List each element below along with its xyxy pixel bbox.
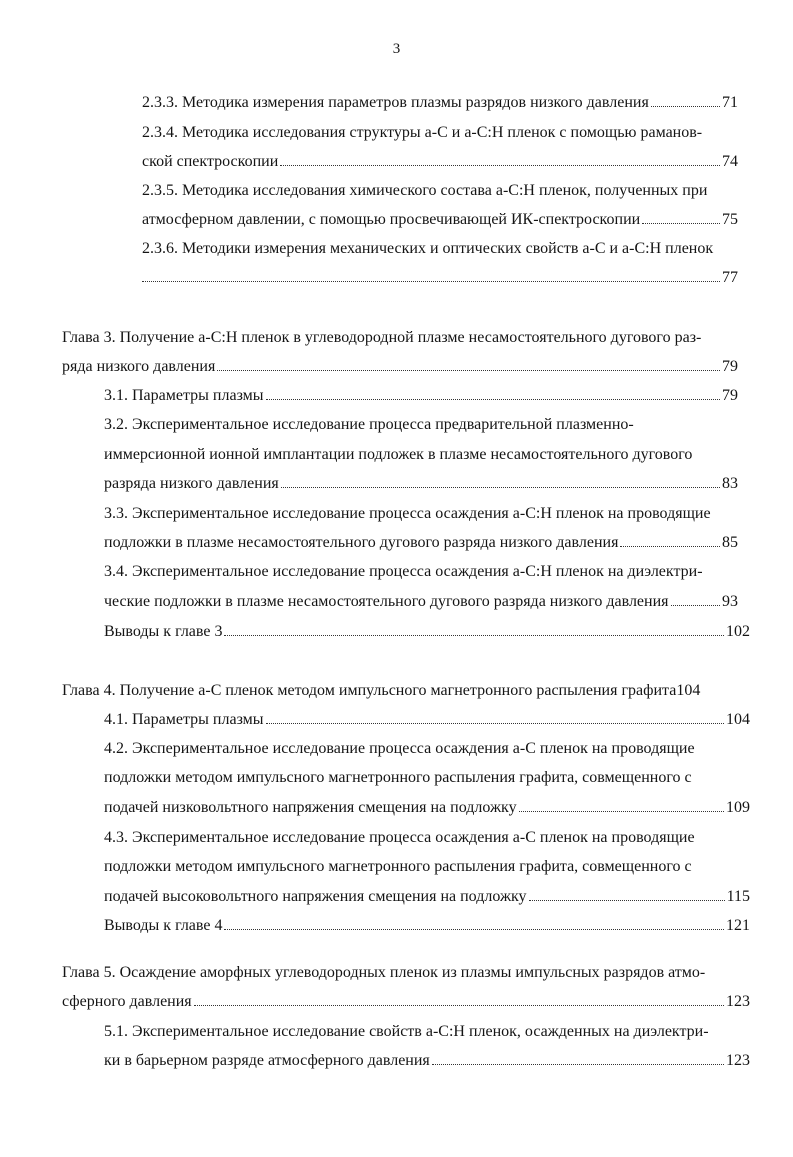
toc-entry-title: Выводы к главе 3	[104, 623, 223, 640]
toc-leader-dots	[651, 106, 720, 107]
toc-entry-page: 71	[722, 94, 738, 111]
toc-entry-3-4-line2[interactable]	[104, 592, 738, 612]
toc-entry-title: ческие подложки в плазме несамостоятельного дугового разряда низкого давления	[104, 593, 669, 610]
toc-entry-3-2-line2[interactable]	[104, 445, 738, 465]
toc-entry-5-1-line1[interactable]	[104, 1022, 750, 1042]
toc-chapter-4[interactable]	[62, 681, 750, 701]
toc-entry-3-2-line3[interactable]	[104, 474, 738, 494]
toc-entry-2-3-3[interactable]	[142, 93, 738, 113]
toc-entry-4-3-line1[interactable]	[104, 828, 738, 848]
toc-entry-title: 4.3. Экспериментальное исследование процесса осаждения a-C пленок на проводящие	[104, 829, 695, 846]
page-number: 3	[392, 41, 401, 57]
toc-entry-page: 104	[726, 711, 750, 728]
toc-entry-page: 121	[726, 917, 750, 934]
toc-entry-title: атмосферном давлении, с помощью просвечивающей ИК-спектроскопии	[142, 211, 641, 228]
toc-leader-dots	[529, 900, 725, 901]
toc-entry-title: 3.4. Экспериментальное исследование процесса осаждения a-C:H пленок на диэлектри-	[104, 563, 703, 580]
toc-entry-4-1[interactable]	[104, 710, 750, 730]
toc-entry-page: 123	[726, 993, 750, 1010]
toc-entry-4-2-line1[interactable]	[104, 739, 738, 759]
toc-entry-title: 3.1. Параметры плазмы	[104, 387, 264, 404]
toc-chapter-title: Глава 3. Получение a-C:H пленок в углеводородной плазме несамостоятельного дугового раз-	[62, 329, 702, 346]
toc-entry-2-3-4-line2[interactable]	[142, 152, 738, 172]
toc-entry-title: 2.3.5. Методика исследования химического состава a-C:H пленок, полученных при	[142, 182, 708, 199]
toc-leader-dots	[217, 370, 720, 371]
toc-entry-4-2-line3[interactable]	[104, 798, 750, 818]
toc-leader-dots	[194, 1005, 724, 1006]
toc-conclusions-3[interactable]	[104, 622, 750, 642]
toc-leader-dots	[620, 546, 720, 547]
toc-entry-title: 4.1. Параметры плазмы	[104, 711, 264, 728]
toc-entry-title: подачей низковольтного напряжения смещения на подложку	[104, 799, 517, 816]
toc-entry-page: 79	[722, 358, 738, 375]
toc-entry-2-3-4-line1[interactable]	[142, 123, 738, 143]
toc-chapter-5-line1[interactable]	[62, 963, 754, 983]
toc-leader-dots	[281, 487, 720, 488]
toc-entry-page: 85	[722, 534, 738, 551]
toc-entry-title: 5.1. Экспериментальное исследование свойств a-C:H пленок, осажденных на диэлектри-	[104, 1023, 709, 1040]
toc-leader-dots	[142, 281, 720, 282]
toc-entry-title: подложки методом импульсного магнетронного распыления графита, совмещенного с	[104, 769, 692, 786]
toc-entry-title: 2.3.6. Методики измерения механических и оптических свойств a-C и a-C:H пленок	[142, 240, 714, 257]
toc-chapter-title: сферного давления	[62, 993, 192, 1010]
toc-entry-4-3-line3[interactable]	[104, 887, 750, 907]
toc-entry-page: 83	[722, 475, 738, 492]
toc-entry-page: 77	[722, 269, 738, 286]
toc-entry-2-3-6-line1[interactable]	[142, 239, 752, 259]
toc-entry-page: 104	[676, 682, 701, 699]
toc-chapter-3-line2[interactable]	[62, 357, 738, 377]
toc-chapter-title: Глава 4. Получение a-C пленок методом импульсного магнетронного распыления графита	[62, 682, 677, 699]
toc-entry-title: Выводы к главе 4	[104, 917, 223, 934]
toc-entry-2-3-5-line1[interactable]	[142, 181, 750, 201]
toc-entry-3-4-line1[interactable]	[104, 562, 752, 582]
toc-entry-page: 115	[726, 888, 750, 905]
toc-leader-dots	[519, 811, 724, 812]
toc-leader-dots	[224, 635, 724, 636]
toc-entry-4-2-line2[interactable]	[104, 768, 738, 788]
toc-entry-3-3-line1[interactable]	[104, 504, 752, 524]
toc-entry-2-3-6-line2[interactable]	[142, 268, 738, 288]
toc-entry-page: 79	[722, 387, 738, 404]
toc-leader-dots	[266, 399, 720, 400]
toc-leader-dots	[642, 223, 720, 224]
toc-entry-page: 93	[722, 593, 738, 610]
toc-leader-dots	[224, 929, 724, 930]
toc-entry-title: 3.3. Экспериментальное исследование процесса осаждения a-C:H пленок на проводящие	[104, 505, 711, 522]
toc-chapter-title: ряда низкого давления	[62, 358, 216, 375]
toc-entry-4-3-line2[interactable]	[104, 857, 738, 877]
toc-entry-page: 109	[726, 799, 750, 816]
toc-leader-dots	[432, 1064, 724, 1065]
toc-chapter-title: Глава 5. Осаждение аморфных углеводородных пленок из плазмы импульсных разрядов атмо-	[62, 964, 706, 981]
toc-conclusions-4[interactable]	[104, 916, 750, 936]
toc-entry-title: подложки в плазме несамостоятельного дугового разряда низкого давления	[104, 534, 619, 551]
toc-entry-title: 3.2. Экспериментальное исследование процесса предварительной плазменно-	[104, 416, 634, 433]
toc-leader-dots	[280, 165, 720, 166]
toc-entry-title: ки в барьерном разряде атмосферного давления	[104, 1052, 430, 1069]
toc-leader-dots	[671, 605, 720, 606]
toc-entry-2-3-5-line2[interactable]	[142, 210, 738, 230]
toc-entry-title: иммерсионной ионной имплантации подложек в плазме несамостоятельного дугового	[104, 446, 693, 463]
toc-entry-page: 75	[722, 211, 738, 228]
toc-entry-title: подачей высоковольтного напряжения смещения на подложку	[104, 888, 527, 905]
toc-entry-3-3-line2[interactable]	[104, 533, 738, 553]
toc-entry-page: 102	[726, 623, 750, 640]
toc-entry-5-1-line2[interactable]	[104, 1051, 750, 1071]
toc-entry-title: ской спектроскопии	[142, 153, 279, 170]
toc-entry-title: 2.3.4. Методика исследования структуры a-C и a-C:H пленок с помощью раманов-	[142, 124, 703, 141]
toc-leader-dots	[266, 723, 724, 724]
toc-entry-page: 123	[726, 1052, 750, 1069]
toc-entry-title: подложки методом импульсного магнетронного распыления графита, совмещенного с	[104, 858, 692, 875]
toc-entry-title: 2.3.3. Методика измерения параметров плазмы разрядов низкого давления	[142, 94, 649, 111]
toc-entry-title: разряда низкого давления	[104, 475, 279, 492]
toc-entry-page: 74	[722, 153, 738, 170]
toc-entry-title: 4.2. Экспериментальное исследование процесса осаждения a-C пленок на проводящие	[104, 740, 695, 757]
toc-entry-3-1[interactable]	[104, 386, 738, 406]
toc-chapter-3-line1[interactable]	[62, 328, 752, 348]
toc-entry-3-2-line1[interactable]	[104, 415, 738, 435]
toc-chapter-5-line2[interactable]	[62, 992, 750, 1012]
